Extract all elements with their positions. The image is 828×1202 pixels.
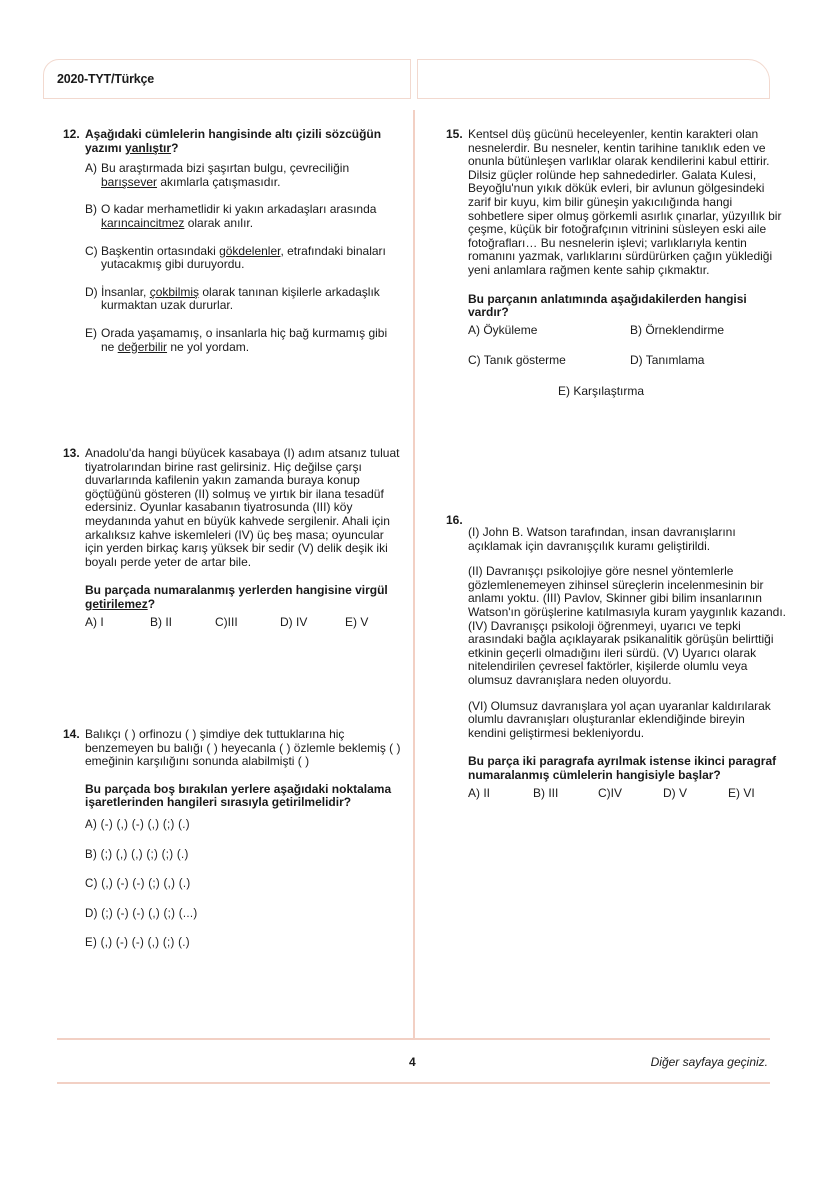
options-row bbox=[468, 787, 786, 801]
option-c[interactable]: C) (,) (-) (-) (;) (,) (.) bbox=[85, 878, 191, 891]
question-passage: Balıkçı ( ) orfinozu ( ) şimdiye dek tuttuklarına hiç benzemeyen bu balığı ( ) heyecanla ( ) özlemle beklemiş ( ) emeğinin karşılığını sonunda alabilmişti ( ) bbox=[85, 727, 401, 769]
question-stem: Aşağıdaki cümlelerin hangisinde altı çizili sözcüğün yazımı yanlıştır? bbox=[85, 127, 382, 155]
option-d[interactable]: D) İnsanlar, çokbilmiş olarak tanınan kişilerle arkadaşlık kurmaktan uzak dururlar. bbox=[85, 284, 380, 313]
option-a[interactable]: A) II bbox=[468, 785, 491, 800]
options-grid bbox=[468, 324, 786, 368]
option-c[interactable]: C) Başkentin ortasındaki gökdelenler, etrafındaki binaları yutacakmış gibi duruyordu. bbox=[85, 243, 386, 272]
question-passage-part3: (VI) Olumsuz davranışlara yol açan uyaranlar kaldırılarak olumlu davranışları oluşturanlar eklendiğinde bireyin kendini geliştirmesi bekleniyordu. bbox=[468, 698, 771, 740]
question-number: 13. bbox=[63, 446, 80, 460]
option-b[interactable]: B) II bbox=[150, 614, 173, 629]
question-prompt: Bu parçada numaralanmış yerlerden hangisine virgül getirilemez? bbox=[85, 583, 388, 611]
header-right-box bbox=[417, 59, 770, 99]
question-number: 15. bbox=[446, 127, 463, 141]
question-prompt: Bu parça iki paragrafa ayrılmak istense ikinci paragraf numaralanmış cümlelerin hangisiyle başlar? bbox=[468, 754, 777, 782]
option-b[interactable]: B) (;) (,) (,) (;) (;) (.) bbox=[85, 848, 189, 861]
question-prompt: Bu parçada boş bırakılan yerlere aşağıdaki noktalama işaretlerinden hangileri sırasıyla getirilmelidir? bbox=[85, 781, 392, 810]
question-number: 14. bbox=[63, 727, 80, 741]
question-passage-part2: (II) Davranışçı psikolojiye göre nesnel yöntemlerle gözlemlenemeyen zihinsel süreçlerin incelenmesinin bir anlamı yoktu. (III) Pavlov, Skinner gibi bilim insanlarının Watson'ın görüşlerine katılmasıyla kuram yaygınlık kazandı. (IV) Davranışçı psikoloji öğrenmeyi, uyarıcı ve tepki arasındaki bağla açıklayarak psikanalitik görüşün belirttiği etkinin geçerli olmadığını ileri sürdü. (V) Uyarıcı olarak nitelendirilen çevresel faktörler, kişilerde olumlu veya olumsuz davranışlara neden oluyordu. bbox=[468, 564, 786, 687]
next-page-note: Diğer sayfaya geçiniz. bbox=[650, 1055, 768, 1069]
option-c[interactable]: C) Tanık gösterme bbox=[468, 353, 566, 368]
option-a[interactable]: A) Bu araştırmada bizi şaşırtan bulgu, çevreciliğin barışsever akımlarla çatışmasıdır. bbox=[85, 161, 350, 189]
option-e[interactable]: E) VI bbox=[728, 785, 755, 800]
question-12 bbox=[63, 127, 403, 354]
question-number: 12. bbox=[63, 127, 80, 141]
footer-top-rule bbox=[57, 1038, 770, 1040]
option-d[interactable]: D) (;) (-) (-) (,) (;) (...) bbox=[85, 907, 198, 920]
question-prompt: Bu parçanın anlatımında aşağıdakilerden hangisi vardır? bbox=[468, 291, 747, 320]
question-15 bbox=[446, 127, 786, 399]
option-d[interactable]: D) Tanımlama bbox=[630, 353, 705, 368]
question-13 bbox=[63, 446, 403, 629]
options-list bbox=[85, 819, 403, 951]
option-e[interactable]: E) (,) (-) (-) (,) (;) (.) bbox=[85, 937, 190, 950]
option-e[interactable]: E) Orada yaşamamış, o insanlarla hiç bağ kurmamış gibi ne değerbilir ne yol yordam. bbox=[85, 325, 388, 354]
column-divider bbox=[413, 110, 415, 1038]
exam-title: 2020-TYT/Türkçe bbox=[57, 72, 155, 86]
option-c[interactable]: C)III bbox=[215, 614, 238, 629]
option-b[interactable]: B) Örneklendirme bbox=[630, 322, 725, 337]
option-b[interactable]: B) O kadar merhametlidir ki yakın arkadaşları arasında karıncaincitmez olarak anılır. bbox=[85, 202, 377, 230]
option-d[interactable]: D) V bbox=[663, 785, 688, 800]
option-e[interactable]: E) V bbox=[345, 614, 369, 629]
question-passage-part1: (I) John B. Watson tarafından, insan davranışlarını açıklamak için davranışçılık kuramı geliştirildi. bbox=[468, 525, 736, 553]
question-16 bbox=[446, 513, 786, 800]
option-d[interactable]: D) IV bbox=[280, 614, 308, 629]
page-number: 4 bbox=[409, 1055, 416, 1069]
header-left-box bbox=[43, 59, 411, 99]
option-a[interactable]: A) I bbox=[85, 614, 104, 629]
option-c[interactable]: C)IV bbox=[598, 785, 623, 800]
footer-bottom-rule bbox=[57, 1082, 770, 1084]
option-a[interactable]: A) Öyküleme bbox=[468, 322, 538, 337]
question-passage: Anadolu'da hangi büyücek kasabaya (I) adım atsanız tuluat tiyatrolarından birine rast gelirsiniz. Hiç değilse çarşı duvarlarında kafilenin yakın zamanda buraya konup göçtüğünü gösteren (II) solmuş ve yırtık bir ilana tesadüf edersiniz. Oyunlar kasabanın tiyatrosunda (III) köy meydanında yahut en büyük kahvede sergilenir. Ahali için arkalıksız kahve iskemleleri (IV) üç beş masa; oyuncular için yerden birkaç karış yüksek bir sedir (V) delik deşik iki boyalı perde yeter de artar bile. bbox=[85, 446, 400, 569]
question-passage: Kentsel düş gücünü heceleyenler, kentin karakteri olan nesnelerdir. Bu nesneler, kentin tarihine tanıklık eden ve onunla bütünleşen varlıklar olarak kendilerini kabul ettirir. Dilsiz güçler rolünde hep sahnededirler. Galata Kulesi, Beyoğlu'nun yıkık dökük evleri, bir avlunun gölgesindeki zarif bir kuyu, kim bilir güneşin yakıcılığında hangi sohbetlere siper olmuş görkemli asırlık çınarlar, yüzyıllık bir çeşme, küçük bir fotoğrafçının vitrinini süsleyen eski aile fotoğrafları… Bu nesnelerin işlevi; varlıklarıyla kentin romanını yazmak, varlıklarını sürdürürken çağın yüklediği yeni anlamlara rağmen kente sahip çıkmaktır. bbox=[468, 127, 782, 277]
option-b[interactable]: B) III bbox=[533, 785, 559, 800]
option-e[interactable]: E) Karşılaştırma bbox=[558, 383, 645, 398]
option-a[interactable]: A) (-) (,) (-) (,) (;) (.) bbox=[85, 818, 190, 831]
question-14 bbox=[63, 727, 403, 951]
question-number: 16. bbox=[446, 513, 463, 527]
options-row bbox=[85, 616, 403, 630]
